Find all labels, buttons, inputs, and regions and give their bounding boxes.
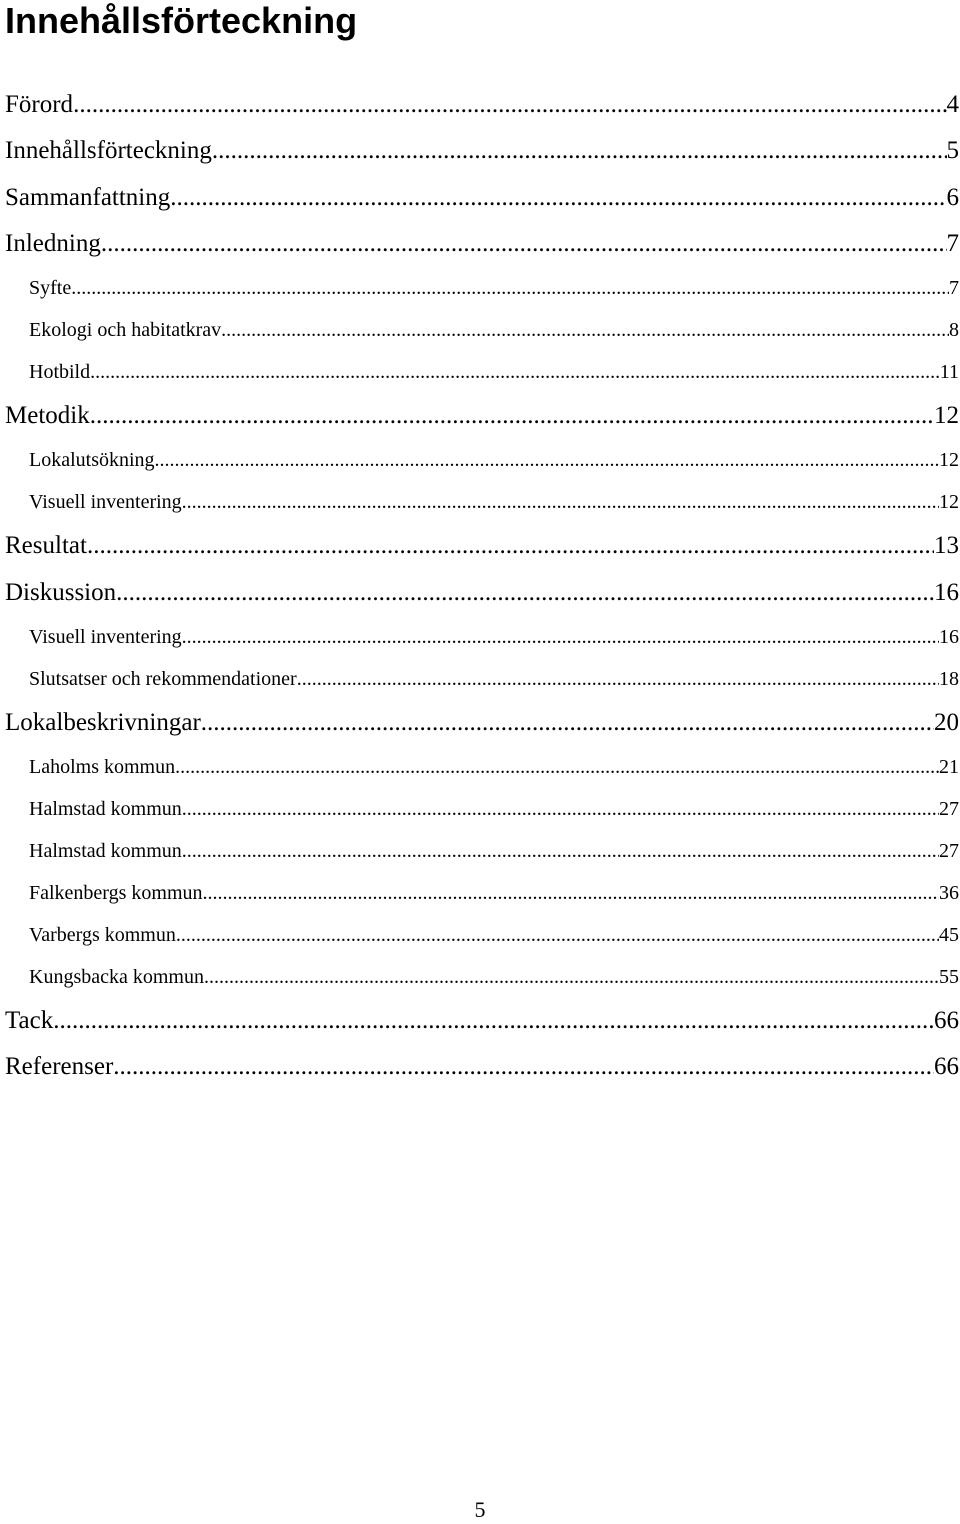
toc-entry-page: 36	[939, 882, 959, 904]
toc-entry-page: 8	[949, 319, 959, 341]
toc-leader-dots	[182, 795, 939, 823]
toc-entry-kungsbacka-kommun[interactable]	[29, 963, 959, 991]
toc-entry-syfte[interactable]	[29, 274, 959, 302]
toc-entry-label: Hotbild	[29, 361, 91, 383]
toc-leader-dots	[101, 228, 947, 260]
toc-entry-metodik[interactable]	[5, 400, 959, 432]
toc-entry-laholms-kommun[interactable]	[29, 753, 959, 781]
toc-entry-label: Laholms kommun	[29, 756, 176, 778]
toc-entry-label: Diskussion	[5, 579, 117, 606]
toc-entry-page: 5	[946, 137, 959, 164]
toc-entry-label: Visuell inventering	[29, 626, 182, 648]
toc-entry-page: 55	[939, 966, 959, 988]
toc-entry-lokalutsokning[interactable]	[29, 446, 959, 474]
toc-entry-page: 7	[949, 277, 959, 299]
toc-entry-label: Inledning	[5, 230, 101, 257]
toc-leader-dots	[73, 89, 946, 121]
toc-entry-slutsatser[interactable]	[29, 665, 959, 693]
toc-entry-label: Lokalbeskrivningar	[5, 709, 201, 736]
toc-entry-page: 12	[934, 402, 959, 429]
toc-entry-label: Falkenbergs kommun	[29, 882, 203, 904]
toc-entry-ekologi[interactable]	[29, 316, 959, 344]
toc-leader-dots	[203, 879, 939, 907]
toc-entry-resultat[interactable]	[5, 530, 959, 562]
toc-entry-label: Syfte	[29, 277, 72, 299]
toc-entry-page: 66	[934, 1053, 959, 1080]
toc-entry-page: 7	[946, 230, 959, 257]
toc-entry-page: 20	[934, 709, 959, 736]
toc-leader-dots	[201, 707, 934, 739]
toc-leader-dots	[297, 665, 939, 693]
toc-leader-dots	[116, 577, 934, 609]
toc-entry-varbergs-kommun[interactable]	[29, 921, 959, 949]
toc-entry-sammanfattning[interactable]	[5, 182, 959, 214]
page-title: Innehållsförteckning	[5, 0, 358, 41]
toc-leader-dots	[182, 837, 939, 865]
toc-entry-page: 6	[946, 184, 959, 211]
toc-entry-hotbild[interactable]	[29, 358, 959, 386]
page-number: 5	[474, 1497, 486, 1522]
toc-entry-page: 45	[939, 924, 959, 946]
toc-entry-referenser[interactable]	[5, 1051, 959, 1083]
toc-entry-lokalbeskrivningar[interactable]	[5, 707, 959, 739]
toc-entry-page: 12	[939, 449, 959, 471]
toc-entry-page: 27	[939, 840, 959, 862]
toc-entry-label: Halmstad kommun	[29, 840, 182, 862]
toc-entry-label: Kungsbacka kommun	[29, 966, 204, 988]
toc-leader-dots	[182, 488, 939, 516]
toc-entry-page: 16	[934, 579, 959, 606]
toc-entry-page: 12	[939, 491, 959, 513]
toc-entry-label: Innehållsförteckning	[5, 137, 212, 164]
toc-entry-label: Tack	[5, 1007, 54, 1034]
toc-entry-label: Halmstad kommun	[29, 798, 182, 820]
toc-entry-page: 18	[939, 668, 959, 690]
toc-leader-dots	[71, 274, 949, 302]
toc-leader-dots	[90, 400, 934, 432]
toc-entry-diskussion[interactable]	[5, 577, 959, 609]
toc-entry-label: Slutsatser och rekommendationer	[29, 668, 297, 690]
toc-entry-label: Resultat	[5, 532, 87, 559]
toc-entry-page: 66	[934, 1007, 959, 1034]
toc-leader-dots	[204, 963, 939, 991]
toc-entry-page: 21	[939, 756, 959, 778]
toc-entry-label: Metodik	[5, 402, 90, 429]
toc-entry-page: 16	[939, 626, 959, 648]
toc-leader-dots	[212, 135, 947, 167]
toc-entry-label: Ekologi och habitatkrav	[29, 319, 222, 341]
toc-entry-label: Visuell inventering	[29, 491, 182, 513]
toc-entry-forord[interactable]	[5, 89, 959, 121]
toc-leader-dots	[175, 753, 939, 781]
toc-entry-innehallsforteckning[interactable]	[5, 135, 959, 167]
toc-entry-visuell-inventering-2[interactable]	[29, 623, 959, 651]
toc-leader-dots	[170, 182, 946, 214]
toc-entry-page: 11	[939, 361, 959, 383]
toc-entry-inledning[interactable]	[5, 228, 959, 260]
toc-entry-label: Varbergs kommun	[29, 924, 176, 946]
toc-entry-page: 4	[946, 91, 959, 118]
toc-entry-falkenbergs-kommun[interactable]	[29, 879, 959, 907]
toc-entry-label: Sammanfattning	[5, 184, 171, 211]
toc-entry-page: 27	[939, 798, 959, 820]
toc-entry-label: Lokalutsökning	[29, 449, 155, 471]
toc-leader-dots	[155, 446, 939, 474]
toc-entry-halmstad-kommun[interactable]	[29, 795, 959, 823]
toc-entry-label: Förord	[5, 91, 74, 118]
toc-entry-visuell-inventering[interactable]	[29, 488, 959, 516]
toc-entry-label: Referenser	[5, 1053, 114, 1080]
toc-leader-dots	[221, 316, 949, 344]
toc-leader-dots	[182, 623, 939, 651]
toc-entry-tack[interactable]	[5, 1005, 959, 1037]
toc-leader-dots	[90, 358, 940, 386]
toc-leader-dots	[87, 530, 934, 562]
toc-leader-dots	[53, 1005, 934, 1037]
toc-leader-dots	[113, 1051, 934, 1083]
toc-entry-halmstad-kommun-2[interactable]	[29, 837, 959, 865]
toc-leader-dots	[176, 921, 939, 949]
toc-entry-page: 13	[934, 532, 959, 559]
